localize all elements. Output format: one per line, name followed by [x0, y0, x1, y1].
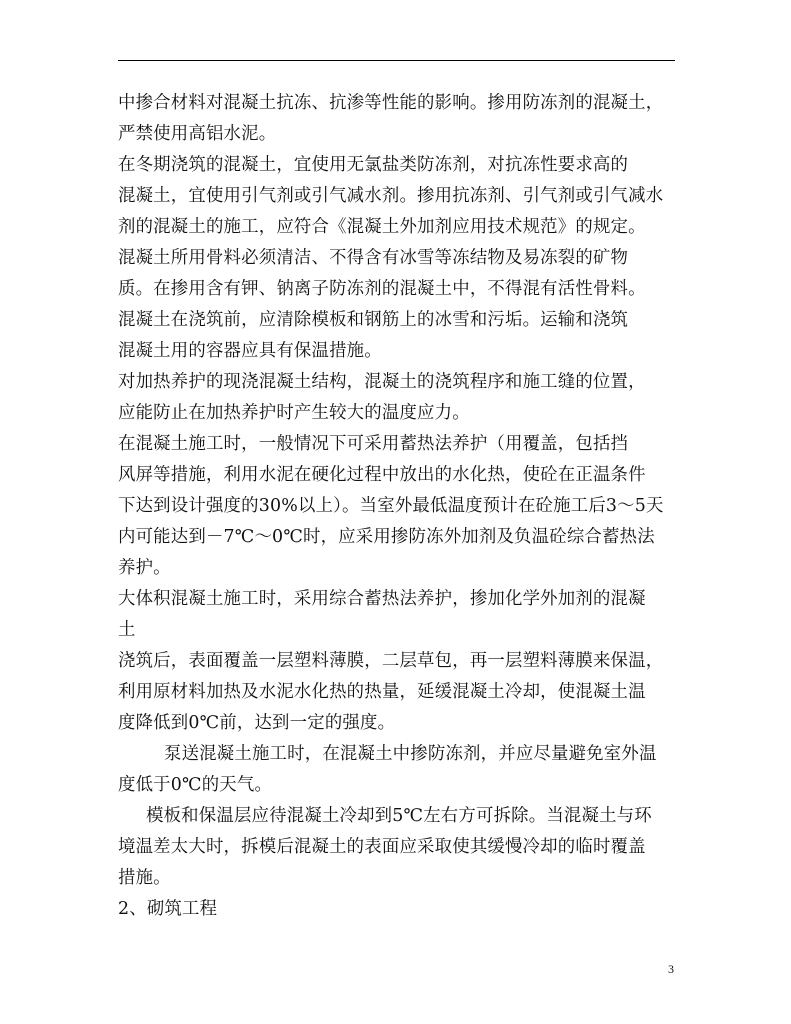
text-line-2: 严禁使用高铝水泥。 [118, 124, 277, 144]
text-line-10: 对加热养护的现浇混凝土结构，混凝土的浇筑程序和施工缝的位置， [118, 372, 646, 392]
text-line-21: 度降低到0℃前，达到一定的强度。 [118, 713, 396, 733]
text-line-14: 下达到设计强度的30%以上）。当室外最低温度预计在砼施工后3～5天 [118, 496, 664, 516]
text-line-24: 模板和保温层应待混凝土冷却到5℃左右方可拆除。当混凝土与环 [146, 806, 652, 826]
text-line-25: 境温差太大时，拆模后混凝土的表面应采取使其缓慢冷却的临时覆盖 [118, 837, 646, 857]
text-line-3: 在冬期浇筑的混凝土，宜使用无氯盐类防冻剂，对抗冻性要求高的 [118, 155, 629, 175]
text-line-4: 混凝土，宜使用引气剂或引气减水剂。掺用抗冻剂、引气剂或引气减水 [118, 186, 664, 206]
text-line-1: 中掺合材料对混凝土抗冻、抗渗等性能的影响。掺用防冻剂的混凝土， [118, 93, 664, 113]
text-line-9: 混凝土用的容器应具有保温措施。 [118, 341, 382, 361]
text-line-5: 剂的混凝土的施工，应符合《混凝土外加剂应用技术规范》的规定。 [118, 217, 646, 237]
text-line-11: 应能防止在加热养护时产生较大的温度应力。 [118, 403, 470, 423]
text-line-20: 利用原材料加热及水泥水化热的热量，延缓混凝土冷却，使混凝土温 [118, 682, 646, 702]
page-number: 3 [668, 962, 674, 976]
header-rule [118, 60, 675, 61]
text-line-16: 养护。 [118, 558, 171, 578]
text-line-18: 土 [118, 620, 136, 640]
text-line-6: 混凝土所用骨料必须清洁、不得含有冰雪等冻结物及易冻裂的矿物 [118, 248, 629, 268]
text-line-26: 措施。 [118, 868, 171, 888]
section-heading: 2、砌筑工程 [118, 899, 218, 919]
text-line-15: 内可能达到－7℃～0℃时，应采用掺防冻外加剂及负温砼综合蓄热法 [118, 527, 655, 547]
text-line-22: 泵送混凝土施工时，在混凝土中掺防冻剂，并应尽量避免室外温 [164, 744, 657, 764]
text-line-17: 大体积混凝土施工时，采用综合蓄热法养护，掺加化学外加剂的混凝 [118, 589, 646, 609]
text-line-7: 质。在掺用含有钾、钠离子防冻剂的混凝土中，不得混有活性骨料。 [118, 279, 646, 299]
text-line-13: 风屏等措施，利用水泥在硬化过程中放出的水化热，使砼在正温条件 [118, 465, 646, 485]
document-body [118, 88, 678, 925]
text-line-8: 混凝土在浇筑前，应清除模板和钢筋上的冰雪和污垢。运输和浇筑 [118, 310, 629, 330]
text-line-19: 浇筑后，表面覆盖一层塑料薄膜，二层草包，再一层塑料薄膜来保温， [118, 651, 664, 671]
text-line-23: 度低于0℃的天气。 [118, 775, 273, 795]
text-line-12: 在混凝土施工时，一般情况下可采用蓄热法养护（用覆盖，包括挡 [118, 434, 629, 454]
